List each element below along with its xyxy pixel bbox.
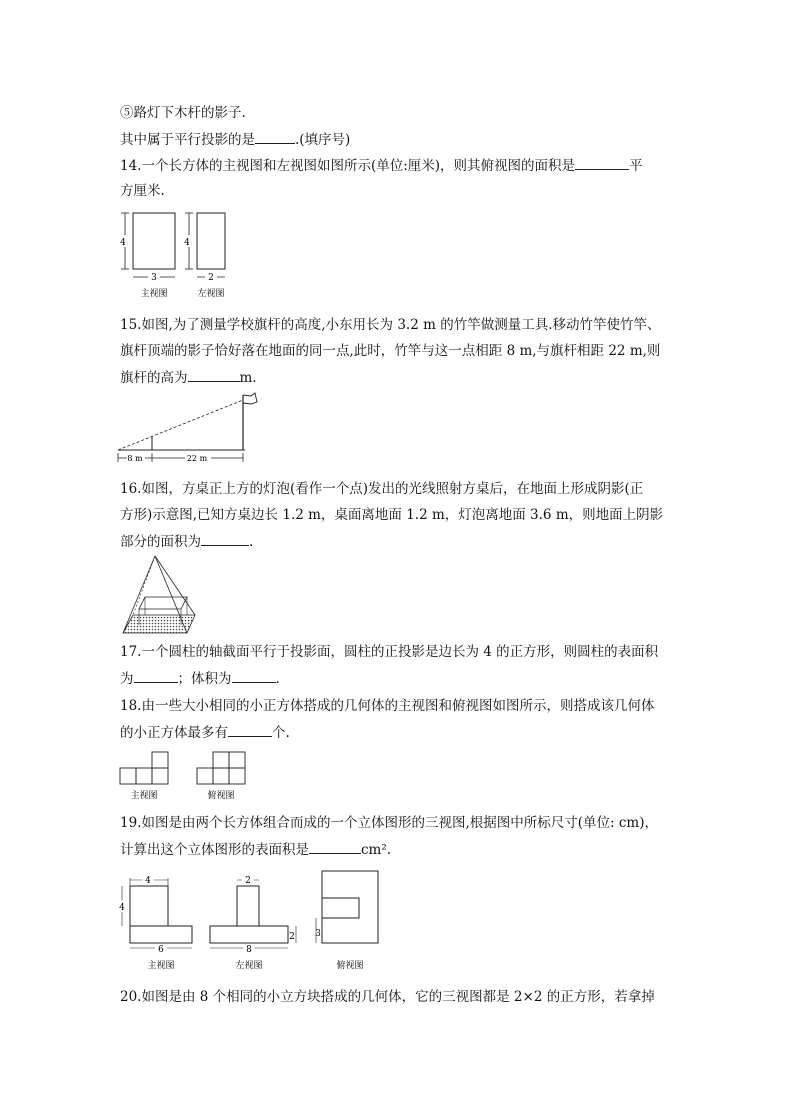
- answer-blank: [232, 669, 276, 683]
- q16-line3: [120, 532, 253, 551]
- q19-text: 计算出这个立体图形的表面积是: [120, 842, 309, 858]
- answer-blank: [134, 669, 178, 683]
- q18-suffix: 个.: [272, 725, 290, 741]
- q18-top-caption: 俯视图: [207, 791, 235, 801]
- q19-main-top-width: 4: [145, 876, 151, 886]
- q14-text: 14.一个长方体的主视图和左视图如图所示(单位:厘米)，则其俯视图的面积是: [120, 158, 576, 174]
- answer-blank: [255, 130, 295, 144]
- q19-suffix: cm².: [361, 842, 392, 858]
- q19-main-caption: 主视图: [147, 961, 175, 971]
- q14-line1: [120, 156, 643, 175]
- q19-figure: [112, 866, 392, 976]
- q18-main-caption: 主视图: [130, 791, 158, 801]
- q17-line2: [120, 669, 280, 688]
- q13-suffix: .(填序号): [295, 132, 351, 148]
- line-parallel-projection: [120, 130, 350, 149]
- q17-line1: 17.一个圆柱的轴截面平行于投影面，圆柱的正投影是边长为 4 的正方形，则圆柱的表面积: [120, 644, 659, 660]
- q15-text: 旗杆的高为: [120, 370, 188, 386]
- q19-side-base-width: 8: [246, 945, 252, 955]
- q19-top-view-dim: 3: [315, 929, 321, 939]
- q14-line2: 方厘米.: [120, 183, 165, 199]
- q19-side-base-height: 2: [289, 932, 295, 942]
- q15-line1: 15.如图,为了测量学校旗杆的高度,小东用长为 3.2 m 的竹竿做测量工具.移动竹竿使竹竿、: [120, 317, 661, 333]
- answer-blank: [309, 840, 361, 854]
- q14-figure: [115, 208, 235, 303]
- q14-main-caption: 主视图: [140, 289, 168, 299]
- q14-side-caption: 左视图: [197, 289, 225, 299]
- q20-line1: 20.如图是由 8 个相同的小立方块搭成的几何体，它的三视图都是 2×2 的正方形，若拿掉: [120, 989, 655, 1005]
- q14-side-height: 4: [184, 238, 190, 248]
- q13-text: 其中属于平行投影的是: [120, 132, 255, 148]
- q15-line2: 旗杆顶端的影子恰好落在地面的同一点,此时，竹竿与这一点相距 8 m,与旗杆相距 22 m,则: [120, 343, 661, 359]
- q17-text-b: ；体积为: [177, 671, 232, 687]
- line-item5: ⑤路灯下木杆的影子.: [120, 105, 246, 121]
- answer-blank: [575, 156, 629, 170]
- q14-side-width: 2: [208, 273, 214, 283]
- q19-line2: [120, 840, 391, 859]
- q15-dist-8: 8 m: [127, 454, 143, 463]
- q19-top-caption: 俯视图: [336, 961, 364, 971]
- q15-suffix: m.: [239, 370, 257, 386]
- q19-main-base-width: 6: [158, 945, 164, 955]
- q17-text-c: .: [275, 671, 280, 687]
- q17-text-a: 为: [120, 671, 134, 687]
- q16-line2: 方形)示意图,已知方桌边长 1.2 m，桌面离地面 1.2 m，灯泡离地面 3.6 m，则地面上阴影: [120, 507, 664, 523]
- answer-blank: [188, 368, 240, 382]
- q19-line1: 19.如图是由两个长方体组合而成的一个立体图形的三视图,根据图中所标尺寸(单位: cm)，: [120, 815, 658, 831]
- q15-line3: [120, 368, 257, 387]
- q19-side-top-width: 2: [245, 876, 251, 886]
- q14-suffix: 平: [629, 158, 643, 174]
- q15-figure: [115, 390, 275, 470]
- q14-main-height: 4: [120, 238, 126, 248]
- answer-blank: [228, 723, 272, 737]
- q18-line2: [120, 723, 290, 742]
- q16-figure: [115, 553, 205, 638]
- q19-main-top-height: 4: [119, 903, 125, 913]
- q18-line1: 18.由一些大小相同的小正方体搭成的几何体的主视图和俯视图如图所示，则搭成该几何体: [120, 698, 655, 714]
- answer-blank: [201, 532, 249, 546]
- q19-side-caption: 左视图: [235, 961, 263, 971]
- q16-line1: 16.如图，方桌正上方的灯泡(看作一个点)发出的光线照射方桌后，在地面上形成阴影(正: [120, 481, 644, 497]
- q18-figure: [115, 748, 255, 803]
- q18-text: 的小正方体最多有: [120, 725, 228, 741]
- q16-suffix: .: [249, 534, 254, 550]
- q15-dist-22: 22 m: [186, 454, 208, 463]
- q16-text: 部分的面积为: [120, 534, 201, 550]
- q14-main-width: 3: [151, 273, 157, 283]
